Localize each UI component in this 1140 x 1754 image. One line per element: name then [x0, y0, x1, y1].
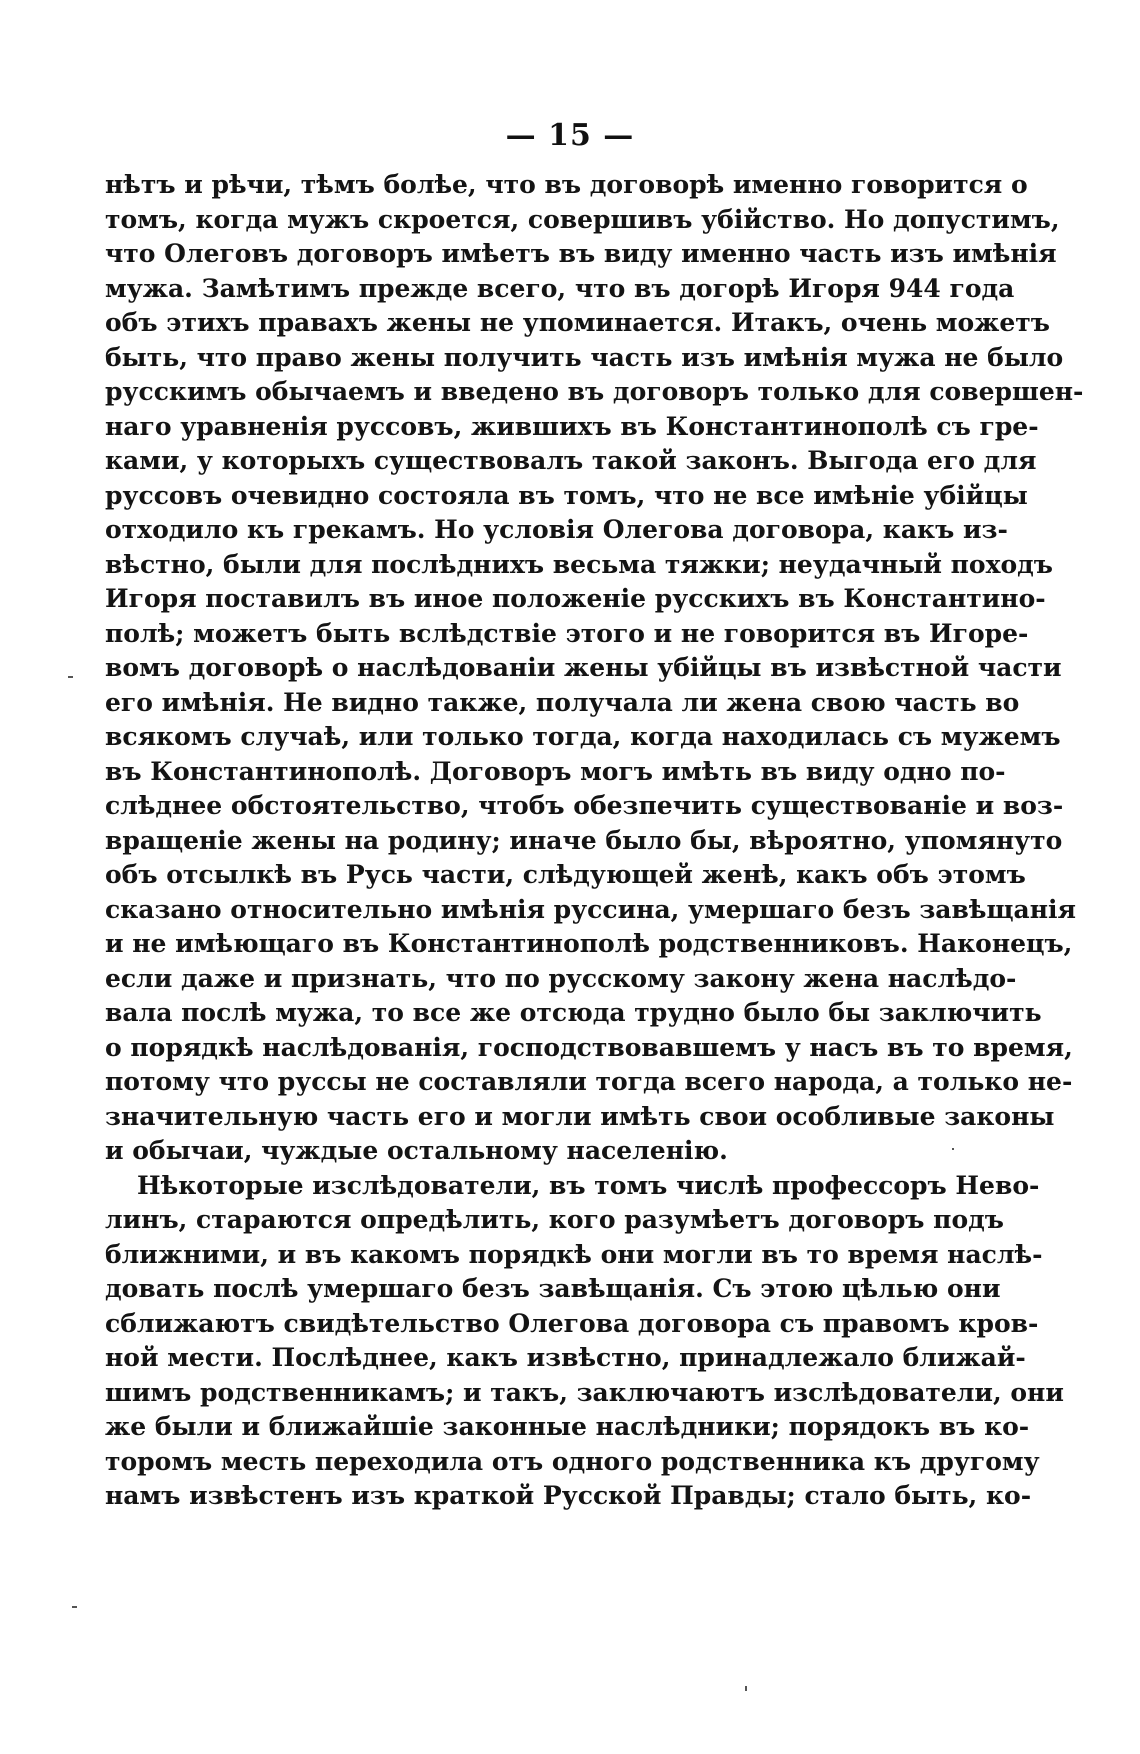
text-line: ной мести. Послѣднее, какъ извѣстно, принадлежало ближай- — [105, 1343, 1026, 1372]
paragraph-1 — [105, 168, 1084, 1169]
text-line: о порядкѣ наслѣдованія, господствовавшемъ у насъ въ то время, — [105, 1032, 1073, 1062]
scan-speck — [68, 676, 73, 678]
body-text — [105, 168, 1084, 1514]
paragraph-2 — [105, 1169, 1064, 1514]
text-line: отходило къ грекамъ. Но условія Олегова договора, какъ из- — [105, 515, 1008, 544]
text-line: нѣтъ и рѣчи, тѣмъ болѣе, что въ договорѣ именно говорится о — [105, 170, 1028, 199]
text-line: линъ, стараются опредѣлить, кого разумѣетъ договоръ подъ — [105, 1205, 1004, 1234]
text-line: вращеніе жены на родину; иначе было бы, вѣроятно, упомянуто — [105, 825, 1063, 855]
text-line: наго уравненія руссовъ, жившихъ въ Константинополѣ съ гре- — [105, 411, 1039, 441]
text-line: ближними, и въ какомъ порядкѣ они могли въ то время наслѣ- — [105, 1239, 1043, 1269]
text-line: торомъ месть переходила отъ одного родственника къ другому — [105, 1446, 1040, 1476]
text-line: полѣ; можетъ быть вслѣдствіе этого и не говорится въ Игоре- — [105, 618, 1029, 648]
scan-speck — [952, 1148, 954, 1150]
scan-speck — [72, 1606, 77, 1608]
text-line: ками, у которыхъ существовалъ такой законъ. Выгода его для — [105, 446, 1037, 475]
text-line: и обычаи, чуждые остальному населенію. — [105, 1136, 728, 1165]
text-line: значительную часть его и могли имѣть свои особливые законы — [105, 1101, 1055, 1131]
text-line: вѣстно, были для послѣднихъ весьма тяжки; неудачный походъ — [105, 549, 1053, 579]
text-line: руссовъ очевидно состояла въ томъ, что не все имѣніе убійцы — [105, 480, 1028, 510]
text-line: Нѣкоторые изслѣдователи, въ томъ числѣ профессоръ Нево- — [137, 1170, 1040, 1200]
text-line: Игоря поставилъ въ иное положеніе русскихъ въ Константино- — [105, 584, 1046, 613]
text-line: намъ извѣстенъ изъ краткой Русской Правды; стало быть, ко- — [105, 1481, 1032, 1510]
text-line: же были и ближайшіе законные наслѣдники; порядокъ въ ко- — [105, 1412, 1030, 1441]
text-line: въ Константинополѣ. Договоръ могъ имѣть въ виду одно по- — [105, 756, 1006, 786]
text-line: его имѣнія. Не видно также, получала ли жена свою часть во — [105, 687, 1020, 717]
text-line: русскимъ обычаемъ и введено въ договоръ только для совершен- — [105, 377, 1084, 406]
text-line: мужа. Замѣтимъ прежде всего, что въ догорѣ Игоря 944 года — [105, 273, 1015, 303]
text-line: вала послѣ мужа, то все же отсюда трудно было бы заключить — [105, 998, 1042, 1027]
text-line: вомъ договорѣ о наслѣдованіи жены убійцы въ извѣстной части — [105, 653, 1062, 682]
text-line: что Олеговъ договоръ имѣетъ въ виду именно часть изъ имѣнія — [105, 239, 1057, 268]
text-line: шимъ родственникамъ; и такъ, заключаютъ изслѣдователи, они — [105, 1377, 1064, 1407]
text-line: слѣднее обстоятельство, чтобъ обезпечить существованіе и воз- — [105, 791, 1064, 820]
text-line: всякомъ случаѣ, или только тогда, когда находилась съ мужемъ — [105, 722, 1061, 751]
text-line: сказано относительно имѣнія руссина, умершаго безъ завѣщанія — [105, 894, 1076, 924]
text-line: сближаютъ свидѣтельство Олегова договора съ правомъ кров- — [105, 1308, 1039, 1338]
text-line: объ отсылкѣ въ Русь части, слѣдующей женѣ, какъ объ этомъ — [105, 860, 1026, 889]
text-line: быть, что право жены получить часть изъ имѣнія мужа не было — [105, 342, 1064, 372]
scan-speck — [745, 1686, 747, 1691]
text-line: потому что руссы не составляли тогда всего народа, а только не- — [105, 1067, 1073, 1096]
text-line: объ этихъ правахъ жены не упоминается. Итакъ, очень можетъ — [105, 308, 1050, 337]
text-line: томъ, когда мужъ скроется, совершивъ убійство. Но допустимъ, — [105, 204, 1060, 234]
page-number: — 15 — — [505, 118, 635, 153]
text-line: довать послѣ умершаго безъ завѣщанія. Съ этою цѣлью они — [105, 1274, 1001, 1303]
text-line: и не имѣющаго въ Константинополѣ родственниковъ. Наконецъ, — [105, 929, 1073, 958]
text-line: если даже и признать, что по русскому закону жена наслѣдо- — [105, 963, 1017, 993]
